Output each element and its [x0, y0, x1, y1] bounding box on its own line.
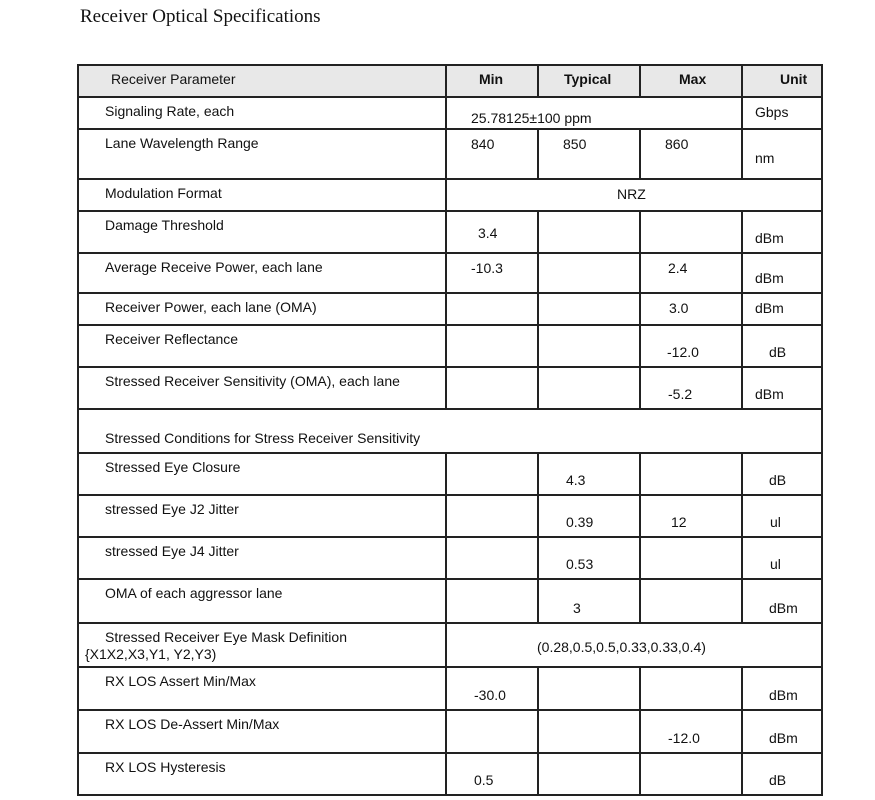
- modulation-value: NRZ: [617, 186, 646, 202]
- param-label: Stressed Eye Closure: [105, 459, 241, 475]
- header-min-cell: [446, 65, 538, 97]
- max-value: 860: [665, 136, 689, 152]
- param-label: Receiver Reflectance: [105, 331, 239, 347]
- table-row: [78, 367, 822, 409]
- header-max-cell: [640, 65, 742, 97]
- table-row: [78, 537, 822, 579]
- param-label: OMA of each aggressor lane: [105, 585, 283, 601]
- param-label: stressed Eye J4 Jitter: [105, 543, 239, 559]
- table-row: [78, 409, 822, 453]
- section-heading: Stressed Conditions for Stress Receiver Sensitivity: [105, 430, 421, 446]
- page-title: Receiver Optical Specifications: [80, 6, 321, 27]
- min-value: 840: [471, 136, 495, 152]
- unit-value: dB: [769, 344, 787, 360]
- unit-value: Gbps: [755, 104, 789, 120]
- table-row: [78, 129, 822, 179]
- table-row: [78, 623, 822, 667]
- table-row: [78, 97, 822, 129]
- table-row: [78, 253, 822, 293]
- table-row: [78, 710, 822, 753]
- eye-mask-label-line2: {X1X2,X3,Y1, Y2,Y3): [85, 646, 217, 662]
- param-label: RX LOS De-Assert Min/Max: [105, 716, 280, 732]
- table-row: [78, 293, 822, 325]
- param-label: RX LOS Hysteresis: [105, 759, 226, 775]
- receiver-spec-table: [77, 64, 823, 796]
- min-value: 0.5: [474, 772, 494, 788]
- typical-value: 0.53: [566, 556, 594, 572]
- table-row: [78, 495, 822, 537]
- table-row: [78, 753, 822, 795]
- param-label: [85, 629, 347, 663]
- table-row: [78, 179, 822, 211]
- typical-value: 0.39: [566, 514, 594, 530]
- param-label: Damage Threshold: [105, 217, 224, 233]
- typical-value: 3: [573, 600, 581, 616]
- header-parameter: Receiver Parameter: [111, 71, 236, 87]
- header-unit-cell: [742, 65, 822, 97]
- max-value: -12.0: [668, 730, 700, 746]
- unit-value: dBm: [755, 230, 784, 246]
- param-label: Receiver Power, each lane (OMA): [105, 299, 317, 315]
- max-value: -12.0: [667, 344, 699, 360]
- param-label: Stressed Receiver Sensitivity (OMA), each lane: [105, 373, 400, 389]
- param-label: Signaling Rate, each: [105, 103, 235, 119]
- param-label: Average Receive Power, each lane: [105, 259, 323, 275]
- header-typical: Typical: [564, 71, 612, 87]
- typical-value: 850: [563, 136, 587, 152]
- unit-value: dBm: [755, 270, 784, 286]
- param-label: Lane Wavelength Range: [105, 135, 259, 151]
- unit-value: ul: [770, 514, 781, 530]
- table-row: [78, 667, 822, 710]
- signaling-rate-value: 25.78125±100 ppm: [471, 110, 592, 126]
- unit-value: dBm: [769, 600, 798, 616]
- unit-value: dBm: [755, 300, 784, 316]
- header-parameter-cell: [78, 65, 446, 97]
- table-header-row: [78, 65, 822, 97]
- unit-value: dBm: [769, 730, 798, 746]
- unit-value: dB: [769, 772, 787, 788]
- min-value: -30.0: [474, 687, 506, 703]
- table-row: [78, 325, 822, 367]
- unit-value: dBm: [755, 386, 784, 402]
- header-unit: Unit: [780, 71, 808, 87]
- eye-mask-value: (0.28,0.5,0.5,0.33,0.33,0.4): [537, 639, 706, 655]
- unit-value: dBm: [769, 687, 798, 703]
- max-value: 2.4: [668, 260, 688, 276]
- min-value: 3.4: [478, 225, 498, 241]
- header-min: Min: [479, 71, 504, 87]
- header-max: Max: [679, 71, 707, 87]
- param-label: stressed Eye J2 Jitter: [105, 501, 239, 517]
- typical-value: 4.3: [566, 472, 586, 488]
- table-row: [78, 453, 822, 495]
- param-label: RX LOS Assert Min/Max: [105, 673, 256, 689]
- param-label: Modulation Format: [105, 185, 222, 201]
- eye-mask-label-line1: Stressed Receiver Eye Mask Definition: [105, 629, 347, 645]
- min-value: -10.3: [471, 260, 503, 276]
- header-typical-cell: [538, 65, 640, 97]
- max-value: 3.0: [669, 300, 689, 316]
- unit-value: dB: [769, 472, 787, 488]
- table-row: [78, 579, 822, 623]
- unit-value: nm: [755, 150, 775, 166]
- unit-value: ul: [770, 556, 781, 572]
- max-value: -5.2: [668, 386, 693, 402]
- max-value: 12: [671, 514, 687, 530]
- table-row: [78, 211, 822, 253]
